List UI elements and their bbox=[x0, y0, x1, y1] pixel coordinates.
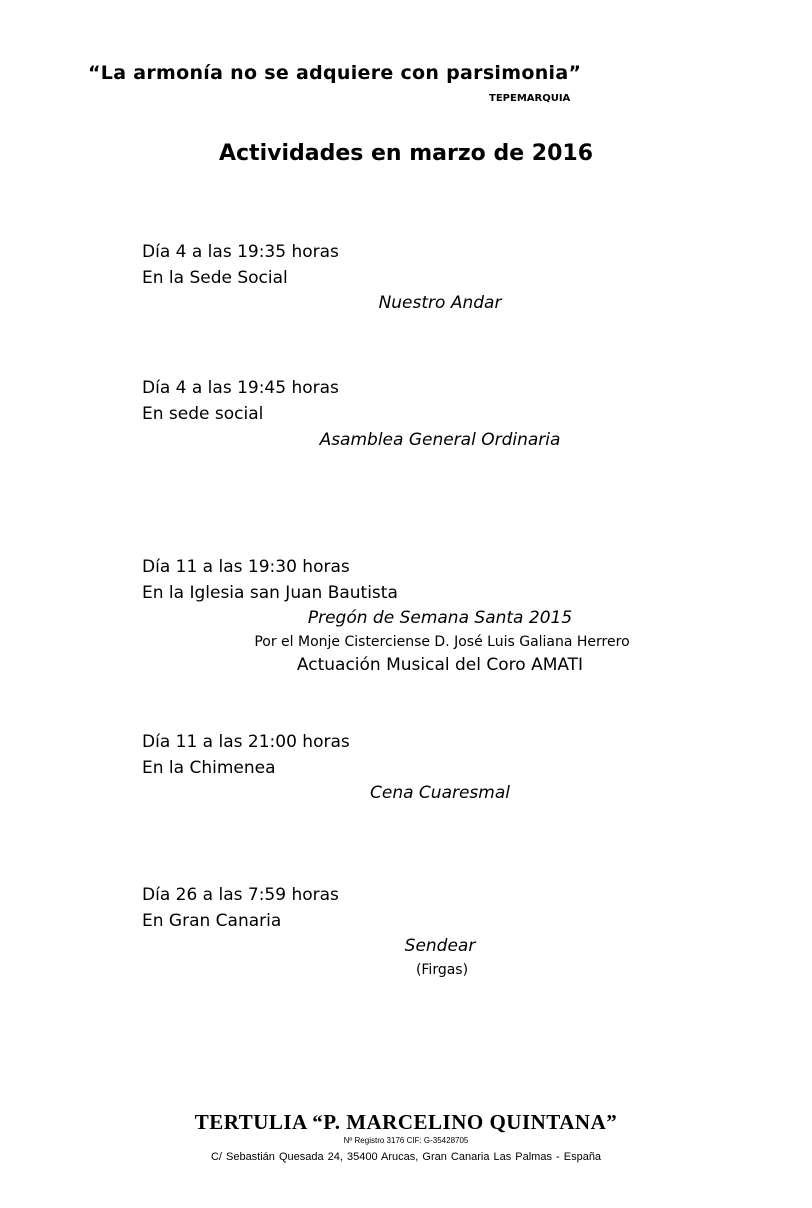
event-date-time: Día 11 a las 19:30 horas bbox=[142, 557, 350, 577]
event-location: En Gran Canaria bbox=[142, 911, 282, 931]
event-title: Sendear bbox=[404, 936, 476, 956]
event-location: En la Iglesia san Juan Bautista bbox=[142, 583, 398, 603]
quote: “La armonía no se adquiere con parsimonia” bbox=[88, 62, 582, 84]
event-place-detail: (Firgas) bbox=[415, 962, 469, 978]
event-date-time: Día 4 a las 19:45 horas bbox=[142, 378, 339, 398]
event-location: En sede social bbox=[142, 404, 264, 424]
event-location: En la Sede Social bbox=[142, 268, 288, 288]
event-title: Asamblea General Ordinaria bbox=[319, 430, 561, 450]
event-note: Actuación Musical del Coro AMATI bbox=[296, 655, 584, 675]
event-date-time: Día 11 a las 21:00 horas bbox=[142, 732, 350, 752]
event-date-time: Día 26 a las 7:59 horas bbox=[142, 885, 339, 905]
footer-address: C/ Sebastián Quesada 24, 35400 Arucas, Gran Canaria Las Palmas - España bbox=[210, 1151, 602, 1163]
quote-author: TEPEMARQUIA bbox=[489, 93, 571, 104]
page-title: Actividades en marzo de 2016 bbox=[218, 141, 594, 166]
footer-organization-name: TERTULIA “P. MARCELINO QUINTANA” bbox=[194, 1110, 618, 1134]
event-date-time: Día 4 a las 19:35 horas bbox=[142, 242, 339, 262]
event-title: Nuestro Andar bbox=[378, 293, 502, 313]
event-speaker: Por el Monje Cisterciense D. José Luis Galiana Herrero bbox=[254, 634, 630, 650]
footer-registry: Nº Registro 3176 CIF: G-35428705 bbox=[343, 1136, 469, 1145]
event-location: En la Chimenea bbox=[142, 758, 276, 778]
event-title: Pregón de Semana Santa 2015 bbox=[307, 608, 573, 628]
event-title: Cena Cuaresmal bbox=[370, 783, 510, 803]
